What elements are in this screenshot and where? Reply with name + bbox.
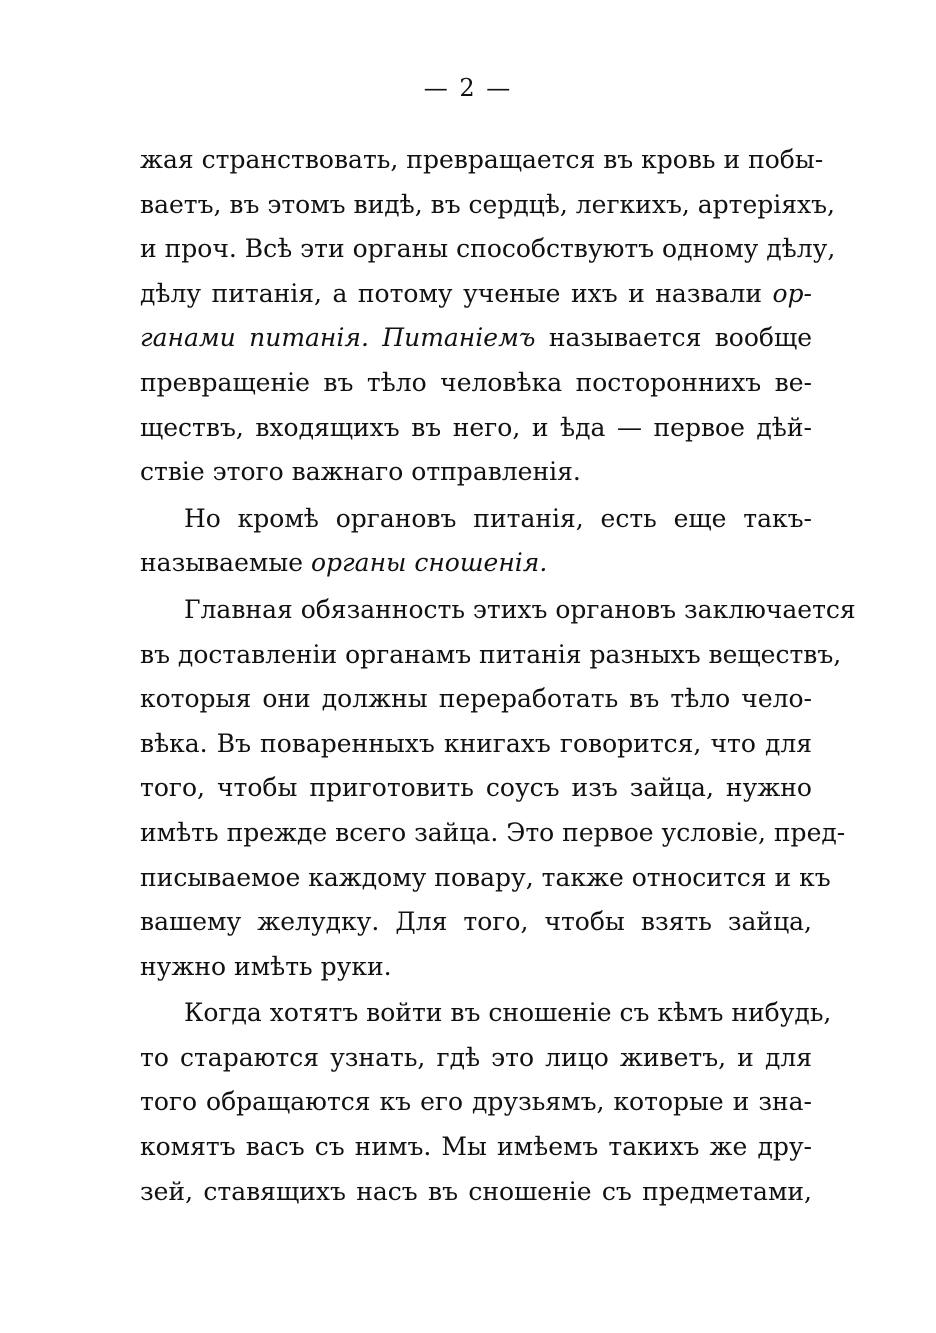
text-line: ваетъ, въ этомъ видѣ, въ сердцѣ, легкихъ, артеріяхъ, xyxy=(140,189,835,219)
page-body xyxy=(140,138,856,1214)
page-number: — 2 — xyxy=(423,74,513,102)
text-line: вашему желудку. Для того, чтобы взять зайца, xyxy=(140,907,812,937)
text-line: того, чтобы приготовить соусъ изъ зайца, нужно xyxy=(140,773,812,803)
text-line: Но кромѣ органовъ питанія, есть еще такъ- xyxy=(184,503,812,533)
text-line: Когда хотятъ войти въ сношеніе съ кѣмъ нибудь, xyxy=(184,998,832,1028)
text-line: имѣть прежде всего зайца. Это первое условіе, пред- xyxy=(140,817,846,847)
text-line: превращеніе въ тѣло человѣка постороннихъ ве- xyxy=(140,367,812,397)
text-line: комятъ васъ съ нимъ. Мы имѣемъ такихъ же дру- xyxy=(140,1132,812,1162)
text-line: которыя они должны переработать въ тѣло чело- xyxy=(140,684,812,714)
text-line: нужно имѣть руки. xyxy=(140,951,392,981)
text-line: въ доставленіи органамъ питанія разныхъ веществъ, xyxy=(140,639,842,669)
text-line: и проч. Всѣ эти органы способствуютъ одному дѣлу, xyxy=(140,234,836,264)
italic-term: ор- xyxy=(772,278,812,308)
text-line: жая странствовать, превращается въ кровь и побы- xyxy=(140,145,824,174)
text-line: называемые органы сношенія. xyxy=(140,548,548,578)
italic-term: органы сношенія. xyxy=(310,548,548,578)
text-line: Главная обязанность этихъ органовъ заключается xyxy=(184,594,856,624)
text-line: ганами питанія. Питаніемъ называется вообще xyxy=(140,323,812,353)
text-line: того обращаются къ его друзьямъ, которые и зна- xyxy=(140,1087,812,1117)
text-line: ществъ, входящихъ въ него, и ѣда — первое дѣй- xyxy=(140,412,812,442)
text-line: то стараются узнать, гдѣ это лицо живетъ, и для xyxy=(140,1042,812,1072)
text-line: писываемое каждому повару, также относится и къ xyxy=(140,862,831,892)
italic-term: Питаніемъ xyxy=(382,323,536,353)
text-line: ствіе этого важнаго отправленія. xyxy=(140,457,581,487)
text-line: зей, ставящихъ насъ въ сношеніе съ предметами, xyxy=(140,1176,812,1206)
text-line: вѣка. Въ поваренныхъ книгахъ говорится, что для xyxy=(140,728,812,758)
italic-term: ганами питанія. xyxy=(140,323,369,353)
text-line: дѣлу питанія, а потому ученые ихъ и назвали ор- xyxy=(140,278,812,308)
